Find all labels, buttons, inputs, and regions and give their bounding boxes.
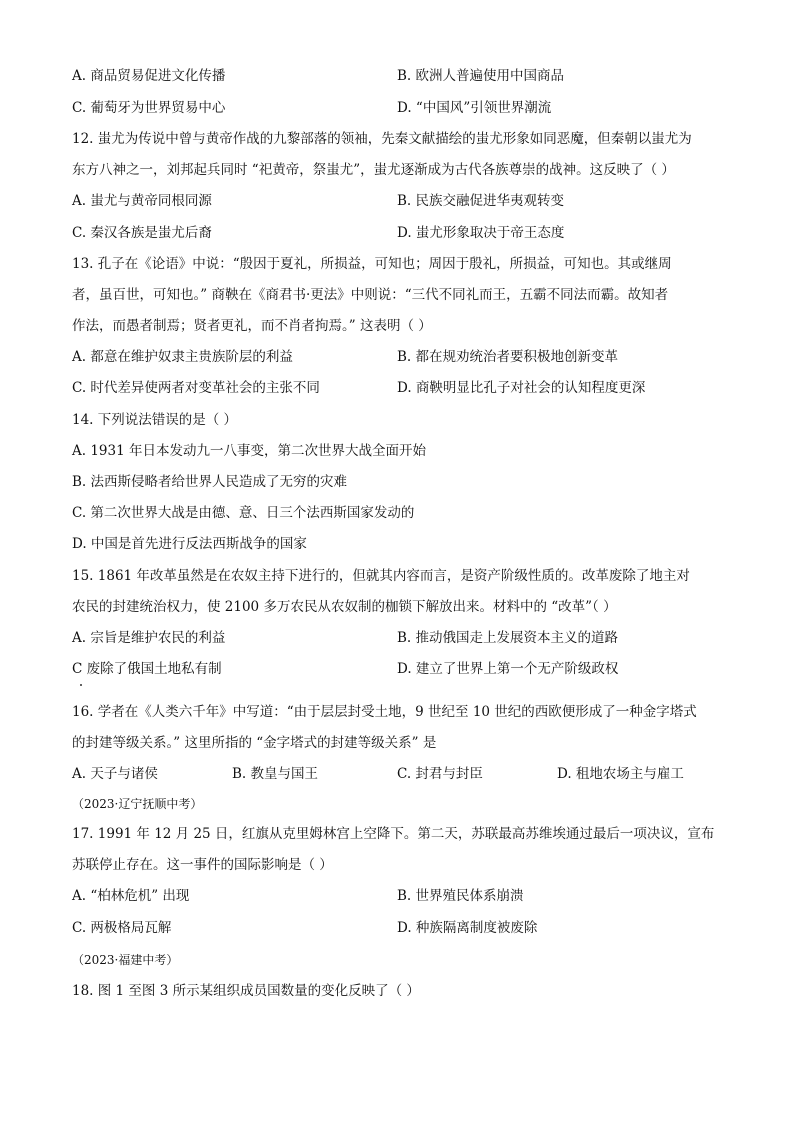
q14-option-b: B. 法西斯侵略者给世界人民造成了无穷的灾难 <box>72 474 348 490</box>
q12-option-b: B. 民族交融促进华夷观转变 <box>397 193 565 209</box>
q15-stem-line-1: 15. 1861 年改革虽然是在农奴主持下进行的，但就其内容而言，是资产阶级性质的。改革废除了地主对 <box>72 568 690 584</box>
q14-option-c: C. 第二次世界大战是由德、意、日三个法西斯国家发动的 <box>72 505 415 521</box>
q12-option-a: A. 蚩尤与黄帝同根同源 <box>72 193 212 209</box>
q16-stem-line-1: 16. 学者在《人类六千年》中写道：“由于层层封受土地，9 世纪至 10 世纪的西欧便形成了一种金字塔式 <box>72 704 697 720</box>
q16-option-c: C. 封君与封臣 <box>397 766 483 782</box>
q11-option-d: D. “中国风”引领世界潮流 <box>397 100 552 116</box>
q17-option-a: A. “柏林危机” 出现 <box>72 888 190 904</box>
q12-option-c: C. 秦汉各族是蚩尤后裔 <box>72 225 212 241</box>
q13-option-a: A. 都意在维护奴隶主贵族阶层的利益 <box>72 349 293 365</box>
q17-stem-line-2: 苏联停止存在。这一事件的国际影响是（ ） <box>72 857 333 873</box>
q16-option-b: B. 教皇与国王 <box>232 766 319 782</box>
q13-stem-line-2: 者，虽百世，可知也。” 商鞅在《商君书·更法》中则说：“三代不同礼而王，五霸不同法而霸。故知者 <box>72 287 669 303</box>
q15-option-d: D. 建立了世界上第一个无产阶级政权 <box>397 661 619 677</box>
q13-option-d: D. 商鞅明显比孔子对社会的认知程度更深 <box>397 380 646 396</box>
q12-stem-line-2: 东方八神之一，刘邦起兵同时 “祀黄帝，祭蚩尤”，蚩尤逐渐成为古代各族尊崇的战神。这反映了（ ） <box>72 162 675 178</box>
q17-option-d: D. 种族隔离制度被废除 <box>397 920 538 936</box>
q15-option-c: C 废除了俄国土地私有制 <box>72 661 222 677</box>
q11-option-c: C. 葡萄牙为世界贸易中心 <box>72 100 226 116</box>
q18-stem-line-1: 18. 图 1 至图 3 所示某组织成员国数量的变化反映了（ ） <box>72 983 420 999</box>
q14-stem-line-1: 14. 下列说法错误的是（ ） <box>72 412 238 428</box>
q15-option-a: A. 宗旨是维护农民的利益 <box>72 630 226 646</box>
q16-option-d: D. 租地农场主与雇工 <box>557 766 684 782</box>
q14-option-d: D. 中国是首先进行反法西斯战争的国家 <box>72 536 307 552</box>
q14-option-a: A. 1931 年日本发动九一八事变，第二次世界大战全面开始 <box>72 443 426 459</box>
q12-option-d: D. 蚩尤形象取决于帝王态度 <box>397 225 565 241</box>
q13-stem-line-1: 13. 孔子在《论语》中说：“殷因于夏礼，所损益，可知也；周因于殷礼，所损益，可知也。其或继周 <box>72 256 672 272</box>
q17-stem-line-1: 17. 1991 年 12 月 25 日，红旗从克里姆林宫上空降下。第二天，苏联最高苏维埃通过最后一项决议，宣布 <box>72 826 715 842</box>
q15-option-b: B. 推动俄国走上发展资本主义的道路 <box>397 630 619 646</box>
q17-option-c: C. 两极格局瓦解 <box>72 920 172 936</box>
stray-mark <box>80 684 82 686</box>
source-tag-2: （2023·福建中考） <box>72 953 179 967</box>
q17-option-b: B. 世界殖民体系崩溃 <box>397 888 524 904</box>
q13-option-b: B. 都在规劝统治者要积极地创新变革 <box>397 349 619 365</box>
q13-option-c: C. 时代差异使两者对变革社会的主张不同 <box>72 380 320 396</box>
q15-stem-line-2: 农民的封建统治权力，使 2100 多万农民从农奴制的枷锁下解放出来。材料中的 “改革”（ ） <box>72 599 617 615</box>
source-tag-1: （2023·辽宁抚顺中考） <box>72 797 203 811</box>
q13-stem-line-3: 作法，而愚者制焉；贤者更礼，而不肖者拘焉。” 这表明（ ） <box>72 318 432 334</box>
q16-stem-line-2: 的封建等级关系。” 这里所指的 “金字塔式的封建等级关系” 是 <box>72 735 437 751</box>
q11-option-a: A. 商品贸易促进文化传播 <box>72 68 226 84</box>
q16-option-a: A. 天子与诸侯 <box>72 766 158 782</box>
q11-option-b: B. 欧洲人普遍使用中国商品 <box>397 68 565 84</box>
q12-stem-line-1: 12. 蚩尤为传说中曾与黄帝作战的九黎部落的领袖，先秦文献描绘的蚩尤形象如同恶魔，但秦朝以蚩尤为 <box>72 131 692 147</box>
